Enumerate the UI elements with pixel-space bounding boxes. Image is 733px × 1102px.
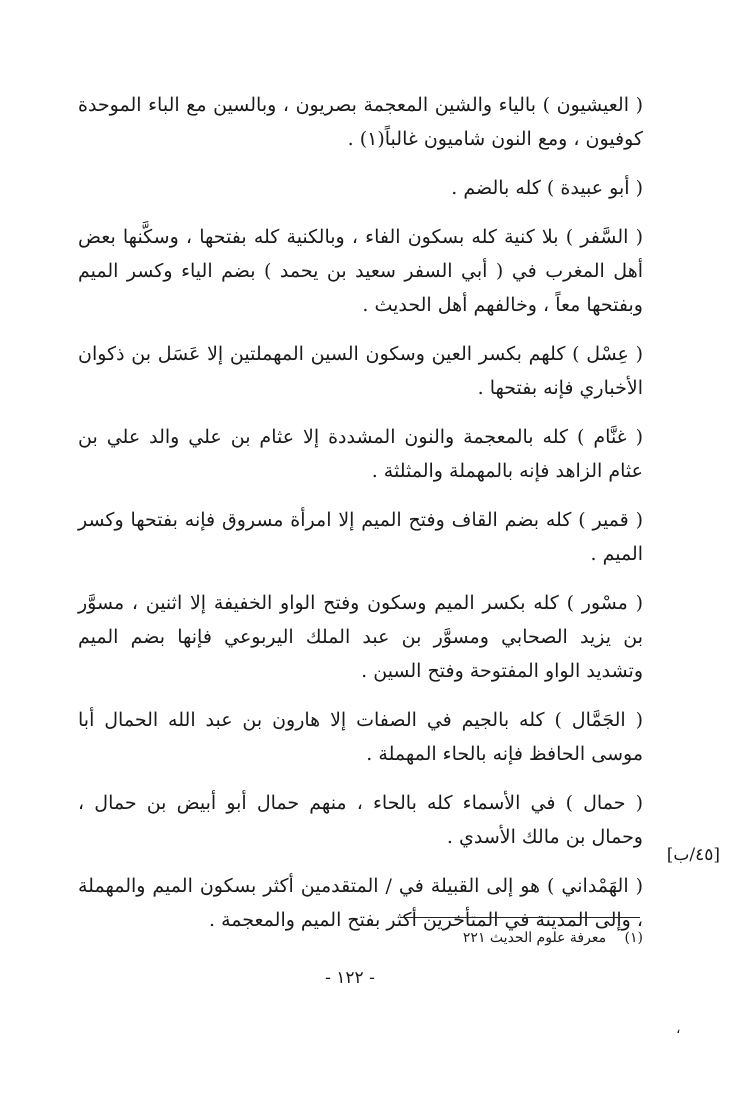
manuscript-folio-reference: [٤٥/ب] <box>666 845 720 865</box>
footnote <box>78 926 643 950</box>
entry-paragraph <box>78 786 643 854</box>
main-text <box>78 88 643 952</box>
paragraph-text: ( العيشيون ) بالياء والشين المعجمة بصريون ، وبالسين مع الباء الموحدة كوفيون ، ومع النون شاميون غالباً(١) . <box>78 94 643 150</box>
paragraph-text: ( قمير ) كله بضم القاف وفتح الميم إلا امرأة مسروق فإنه بفتحها وكسر الميم . <box>78 509 643 565</box>
entry-paragraph <box>78 88 643 156</box>
paragraph-text: ( مسْور ) كله بكسر الميم وسكون وفتح الواو الخفيفة إلا اثنين ، مسوَّر بن يزيد الصحابي ومسوَّر بن عبد الملك اليربوعي فإنها بضم الميم وتشديد الواو المفتوحة وفتح السين . <box>78 592 643 682</box>
footnote-divider <box>400 917 640 918</box>
paragraph-text: ( حمال ) في الأسماء كله بالحاء ، منهم حمال أبو أبيض بن حمال ، وحمال بن مالك الأسدي . <box>78 792 643 848</box>
paragraph-text: ( الجَمَّال ) كله بالجيم في الصفات إلا هارون بن عبد الله الحمال أبا موسى الحافظ فإنه بالحاء المهملة . <box>78 709 643 765</box>
entry-paragraph <box>78 220 643 322</box>
page-number: - ١٢٢ - <box>325 968 375 988</box>
footnote-text: معرفة علوم الحديث ٢٢١ <box>462 930 607 946</box>
paragraph-text: ( أبو عبيدة ) كله بالضم . <box>451 177 643 199</box>
entry-paragraph <box>78 420 643 488</box>
paragraph-text: ( السَّفر ) بلا كنية كله بسكون الفاء ، وبالكنية كله بفتحها ، وسكَّنها بعض أهل المغرب في ( أبي السفر سعيد بن يحمد ) بضم الياء وكسر الميم وبفتحها معاً ، وخالفهم أهل الحديث . <box>78 226 643 316</box>
stray-mark: ، <box>676 1021 681 1037</box>
paragraph-text: ( الهَمْداني ) هو إلى القبيلة في / المتقدمين أكثر بسكون الميم والمهملة ، وإلى المدينة في المتأخرين أكثر بفتح الميم والمعجمة . <box>78 875 643 931</box>
entry-paragraph <box>78 503 643 571</box>
entry-paragraph <box>78 337 643 405</box>
paragraph-text: ( غنَّام ) كله بالمعجمة والنون المشددة إلا عثام بن علي والد علي بن عثام الزاهد فإنه بالمهملة والمثلثة . <box>78 426 643 482</box>
paragraph-text: ( عِسْل ) كلهم بكسر العين وسكون السين المهملتين إلا عَسَل بن ذكوان الأخباري فإنه بفتحها . <box>78 343 643 399</box>
entry-paragraph <box>78 586 643 688</box>
entry-paragraph <box>78 703 643 771</box>
footnote-number: (١) <box>624 930 643 946</box>
entry-paragraph <box>78 171 643 205</box>
